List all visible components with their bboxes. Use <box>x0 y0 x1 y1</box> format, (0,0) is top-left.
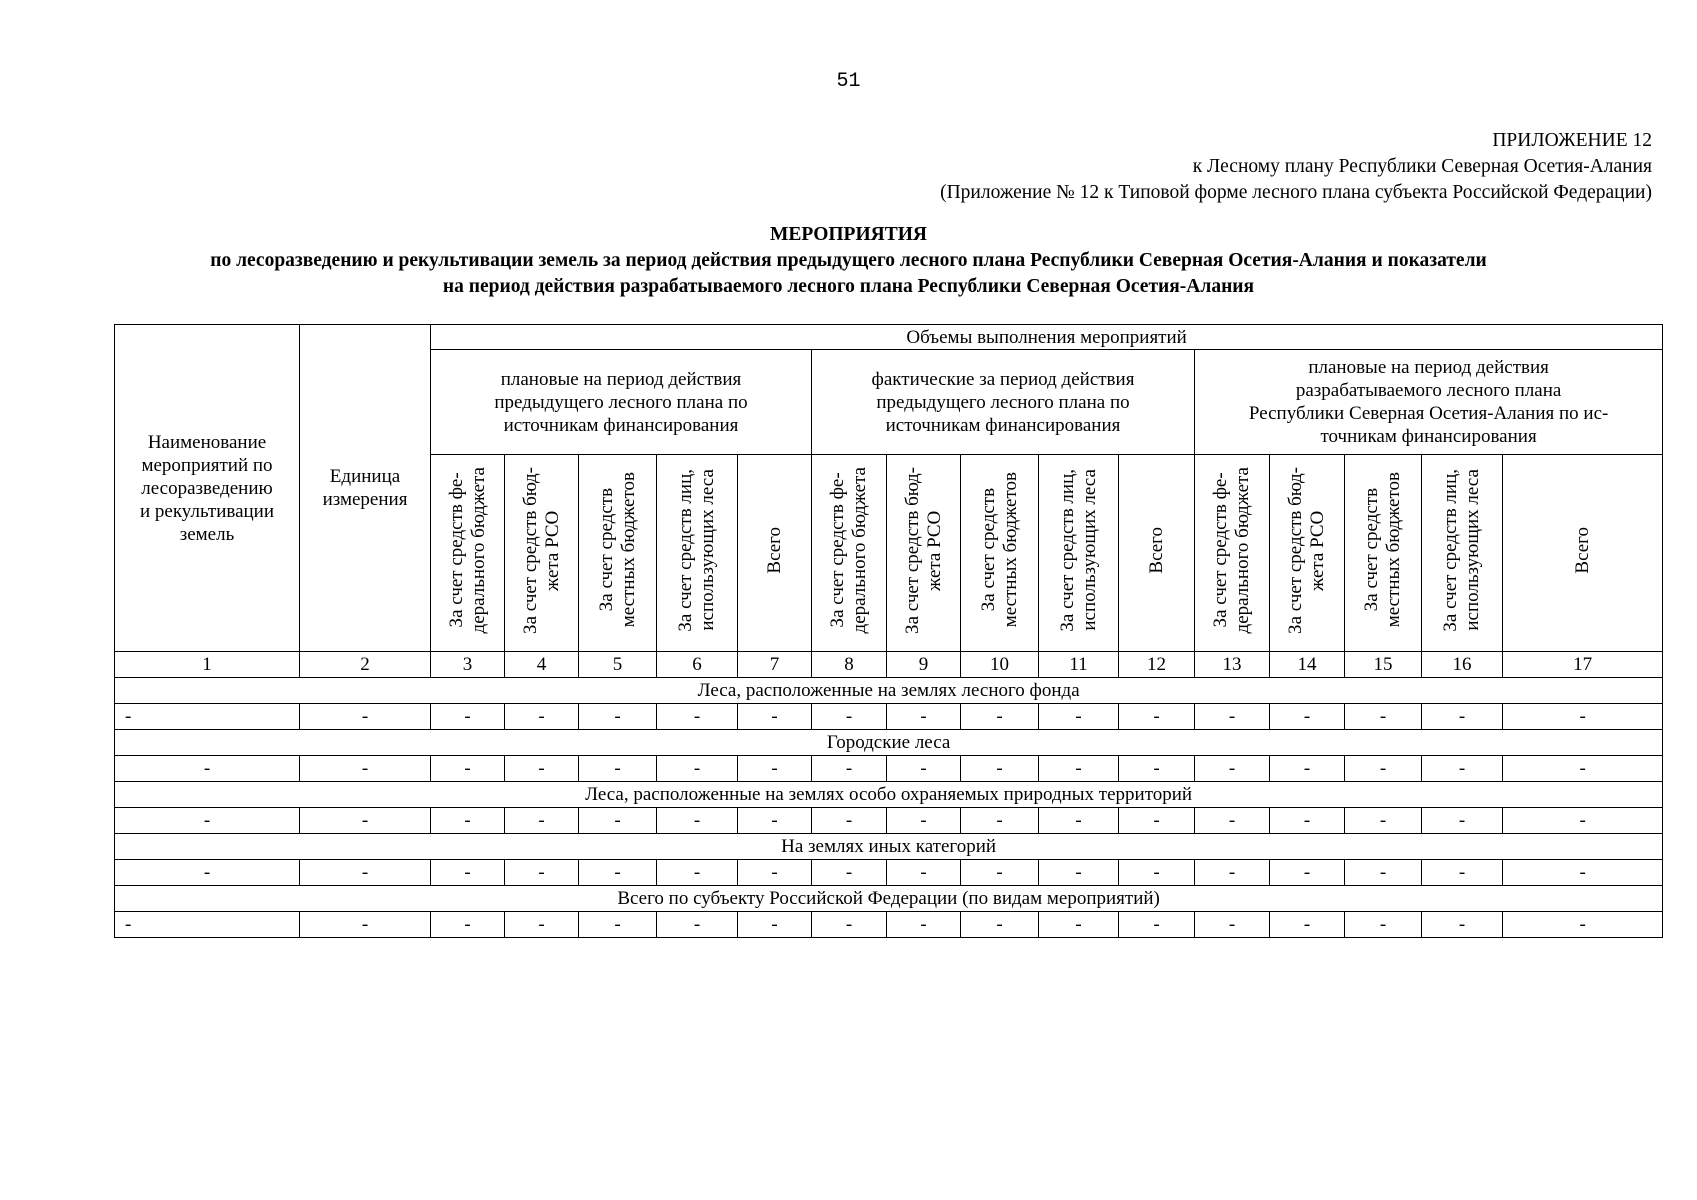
column-numbers-row <box>115 652 1663 678</box>
title-heading: МЕРОПРИЯТИЯ <box>770 224 927 245</box>
value-cell: - <box>887 860 961 886</box>
value-cell: - <box>431 912 505 938</box>
subheader-forest-users: За счет средств лиц, использующих леса <box>1422 455 1503 652</box>
value-cell: - <box>115 808 300 834</box>
column-number: 7 <box>738 652 812 678</box>
value-cell: - <box>115 756 300 782</box>
value-cell: - <box>431 808 505 834</box>
value-cell: - <box>1422 704 1503 730</box>
value-cell: - <box>1422 808 1503 834</box>
value-cell: - <box>300 756 431 782</box>
value-cell: - <box>505 704 579 730</box>
value-cell: - <box>961 808 1039 834</box>
section-protected-areas-values-row <box>115 808 1663 834</box>
value-cell: - <box>505 912 579 938</box>
value-cell: - <box>1345 912 1422 938</box>
section-other-lands-title-row <box>115 834 1663 860</box>
value-cell: - <box>1422 912 1503 938</box>
document-title <box>0 222 1697 300</box>
column-number: 5 <box>579 652 657 678</box>
header-group-actual-previous: фактические за период действия предыдущего лесного плана по источникам финансирования <box>812 350 1195 455</box>
subheader-forest-users: За счет средств лиц, использующих леса <box>1039 455 1119 652</box>
value-cell: - <box>1119 756 1195 782</box>
value-cell: - <box>812 860 887 886</box>
value-cell: - <box>1039 912 1119 938</box>
value-cell: - <box>887 808 961 834</box>
value-cell: - <box>115 912 300 938</box>
subheader-federal: За счет средств фе- дерального бюджета <box>431 455 505 652</box>
value-cell: - <box>1119 860 1195 886</box>
subheader-local: За счет средств местных бюджетов <box>1345 455 1422 652</box>
value-cell: - <box>579 912 657 938</box>
value-cell: - <box>300 912 431 938</box>
value-cell: - <box>579 860 657 886</box>
subheader-local: За счет средств местных бюджетов <box>961 455 1039 652</box>
section-title: На землях иных категорий <box>115 834 1663 860</box>
value-cell: - <box>657 860 738 886</box>
appendix-title: ПРИЛОЖЕНИЕ 12 <box>1492 130 1652 151</box>
header-activity-name: Наименование мероприятий по лесоразведению и рекультивации земель <box>115 325 300 652</box>
section-other-lands-values-row <box>115 860 1663 886</box>
value-cell: - <box>1119 912 1195 938</box>
header-group-planned-previous: плановые на период действия предыдущего лесного плана по источникам финансирования <box>431 350 812 455</box>
value-cell: - <box>738 808 812 834</box>
column-number: 17 <box>1503 652 1663 678</box>
value-cell: - <box>961 860 1039 886</box>
column-number: 15 <box>1345 652 1422 678</box>
title-subtitle-line2: на период действия разрабатываемого лесного плана Республики Северная Осетия-Алания <box>442 276 1255 297</box>
value-cell: - <box>1270 756 1345 782</box>
value-cell: - <box>657 808 738 834</box>
value-cell: - <box>505 860 579 886</box>
value-cell: - <box>1039 756 1119 782</box>
column-number: 11 <box>1039 652 1119 678</box>
column-number: 14 <box>1270 652 1345 678</box>
value-cell: - <box>300 860 431 886</box>
appendix-block <box>940 128 1652 206</box>
value-cell: - <box>431 756 505 782</box>
section-title: Всего по субъекту Российской Федерации (по видам мероприятий) <box>115 886 1663 912</box>
value-cell: - <box>1195 808 1270 834</box>
value-cell: - <box>657 756 738 782</box>
header-unit: Единица измерения <box>300 325 431 652</box>
header-volumes: Объемы выполнения мероприятий <box>431 325 1663 350</box>
value-cell: - <box>812 808 887 834</box>
appendix-reference: к Лесному плану Республики Северная Осетия-Алания <box>1192 156 1652 177</box>
section-forest-fund-title-row <box>115 678 1663 704</box>
value-cell: - <box>1503 704 1663 730</box>
value-cell: - <box>431 860 505 886</box>
subheader-rso: За счет средств бюд- жета РСО <box>505 455 579 652</box>
value-cell: - <box>812 912 887 938</box>
subheader-federal: За счет средств фе- дерального бюджета <box>1195 455 1270 652</box>
value-cell: - <box>1503 912 1663 938</box>
value-cell: - <box>1345 808 1422 834</box>
value-cell: - <box>1422 756 1503 782</box>
value-cell: - <box>738 756 812 782</box>
value-cell: - <box>1422 860 1503 886</box>
value-cell: - <box>738 860 812 886</box>
value-cell: - <box>1039 860 1119 886</box>
value-cell: - <box>579 704 657 730</box>
value-cell: - <box>1270 704 1345 730</box>
subheader-rso: За счет средств бюд- жета РСО <box>1270 455 1345 652</box>
section-protected-areas-title-row <box>115 782 1663 808</box>
subheader-total: Всего <box>738 455 812 652</box>
subheader-total: Всего <box>1119 455 1195 652</box>
value-cell: - <box>115 704 300 730</box>
appendix-template-reference: (Приложение № 12 к Типовой форме лесного плана субъекта Российской Федерации) <box>940 182 1652 203</box>
subheader-total: Всего <box>1503 455 1663 652</box>
value-cell: - <box>738 704 812 730</box>
section-title: Городские леса <box>115 730 1663 756</box>
value-cell: - <box>1195 860 1270 886</box>
value-cell: - <box>505 756 579 782</box>
column-number: 8 <box>812 652 887 678</box>
value-cell: - <box>1119 704 1195 730</box>
value-cell: - <box>961 912 1039 938</box>
section-title: Леса, расположенные на землях особо охраняемых природных территорий <box>115 782 1663 808</box>
subheader-rso: За счет средств бюд- жета РСО <box>887 455 961 652</box>
subheader-forest-users: За счет средств лиц, использующих леса <box>657 455 738 652</box>
sections-body <box>115 678 1663 938</box>
column-number: 10 <box>961 652 1039 678</box>
section-total-title-row <box>115 886 1663 912</box>
measures-table <box>114 324 1663 938</box>
value-cell: - <box>1503 756 1663 782</box>
value-cell: - <box>812 756 887 782</box>
value-cell: - <box>1195 704 1270 730</box>
value-cell: - <box>738 912 812 938</box>
column-number: 9 <box>887 652 961 678</box>
value-cell: - <box>1039 704 1119 730</box>
value-cell: - <box>887 704 961 730</box>
value-cell: - <box>1270 912 1345 938</box>
value-cell: - <box>961 756 1039 782</box>
value-cell: - <box>505 808 579 834</box>
column-number: 1 <box>115 652 300 678</box>
column-number: 12 <box>1119 652 1195 678</box>
value-cell: - <box>1119 808 1195 834</box>
value-cell: - <box>887 912 961 938</box>
section-title: Леса, расположенные на землях лесного фонда <box>115 678 1663 704</box>
section-total-values-row <box>115 912 1663 938</box>
value-cell: - <box>1345 756 1422 782</box>
value-cell: - <box>579 808 657 834</box>
value-cell: - <box>1195 912 1270 938</box>
value-cell: - <box>1503 860 1663 886</box>
column-number: 13 <box>1195 652 1270 678</box>
value-cell: - <box>300 704 431 730</box>
section-forest-fund-values-row <box>115 704 1663 730</box>
value-cell: - <box>812 704 887 730</box>
column-number: 4 <box>505 652 579 678</box>
value-cell: - <box>1345 860 1422 886</box>
value-cell: - <box>431 704 505 730</box>
section-urban-forests-title-row <box>115 730 1663 756</box>
value-cell: - <box>657 704 738 730</box>
column-number: 2 <box>300 652 431 678</box>
subheader-local: За счет средств местных бюджетов <box>579 455 657 652</box>
section-urban-forests-values-row <box>115 756 1663 782</box>
title-subtitle-line1: по лесоразведению и рекультивации земель за период действия предыдущего лесного плана Республики Северная Осетия-Алания и показатели <box>210 250 1487 271</box>
value-cell: - <box>115 860 300 886</box>
page-number: 51 <box>836 70 861 93</box>
value-cell: - <box>1503 808 1663 834</box>
value-cell: - <box>657 912 738 938</box>
value-cell: - <box>887 756 961 782</box>
value-cell: - <box>1345 704 1422 730</box>
value-cell: - <box>300 808 431 834</box>
column-number: 16 <box>1422 652 1503 678</box>
value-cell: - <box>1195 756 1270 782</box>
column-number: 3 <box>431 652 505 678</box>
value-cell: - <box>1270 808 1345 834</box>
column-number: 6 <box>657 652 738 678</box>
header-group-planned-new: плановые на период действия разрабатываемого лесного плана Республики Северная Осетия-Алания по ис- точникам финансирования <box>1195 350 1663 455</box>
value-cell: - <box>961 704 1039 730</box>
value-cell: - <box>1039 808 1119 834</box>
subheader-federal: За счет средств фе- дерального бюджета <box>812 455 887 652</box>
value-cell: - <box>1270 860 1345 886</box>
value-cell: - <box>579 756 657 782</box>
